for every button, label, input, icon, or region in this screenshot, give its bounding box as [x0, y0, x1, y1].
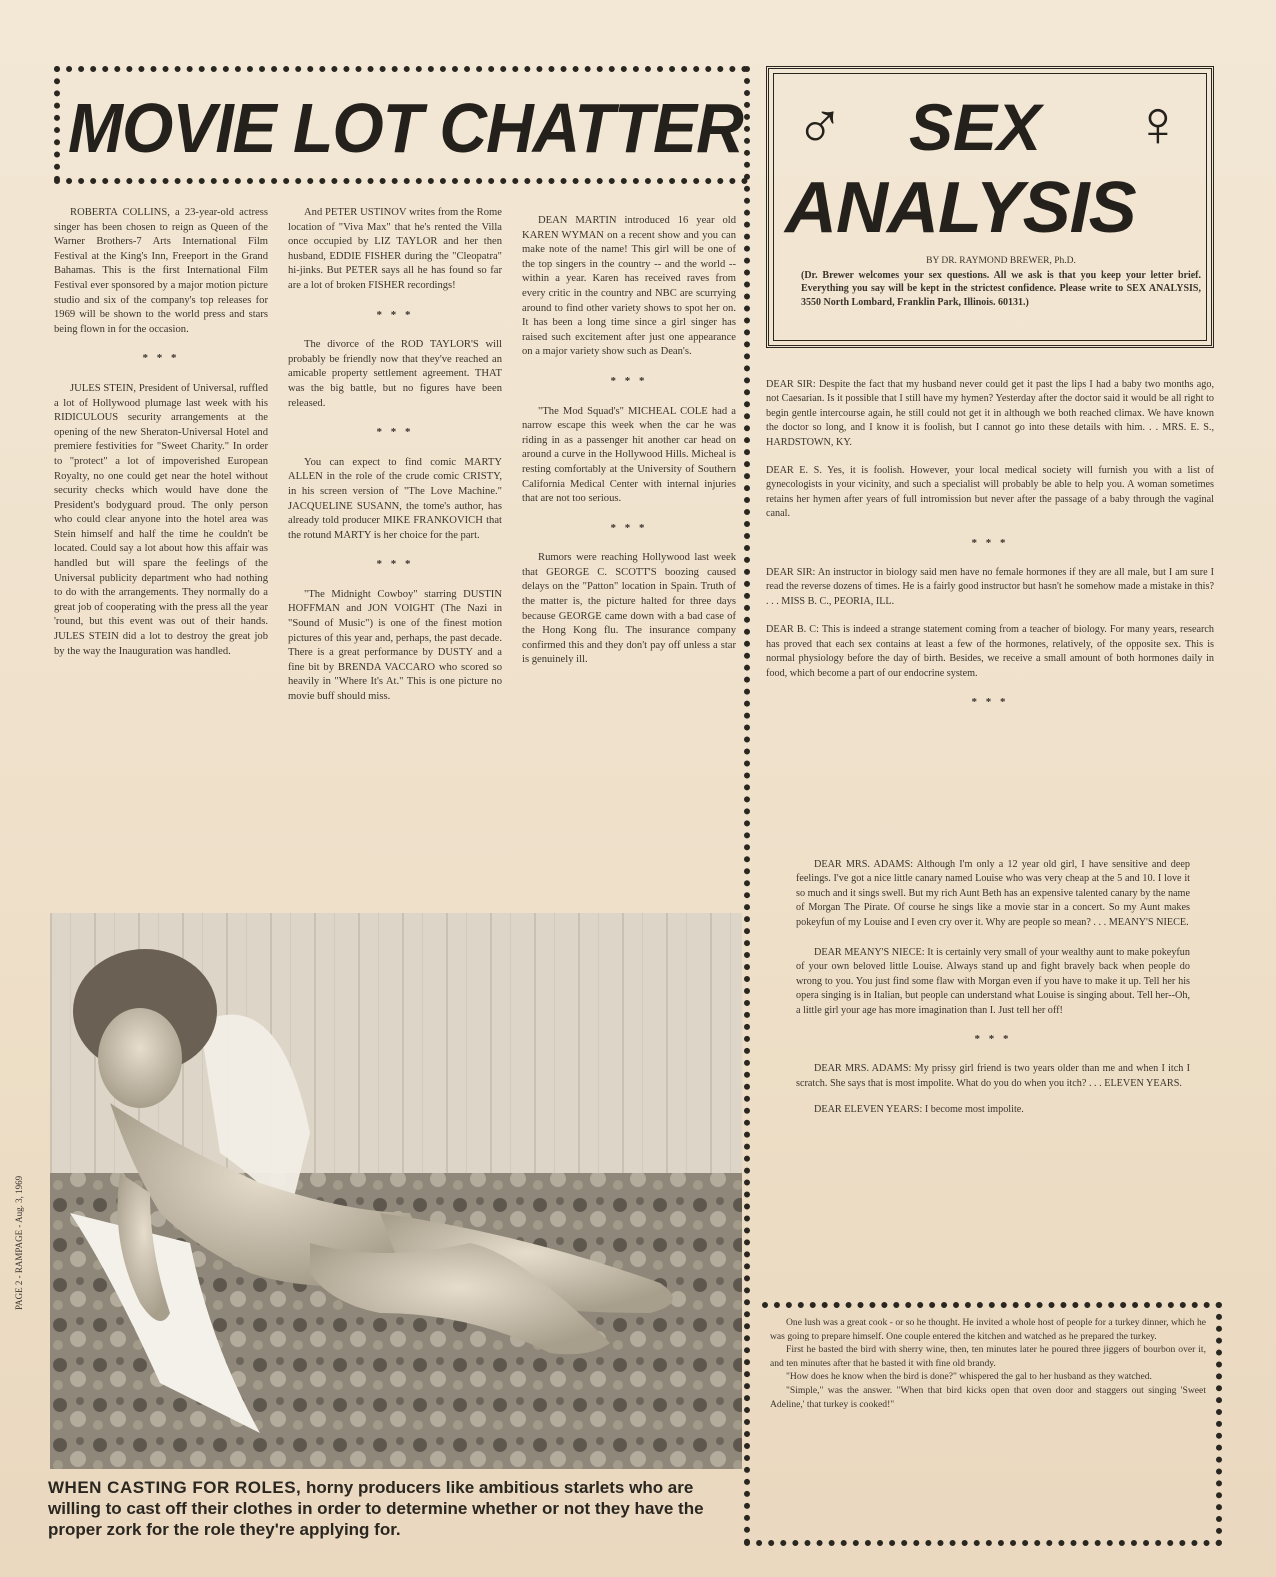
- joke-paragraph: One lush was a great cook - or so he thought. He invited a whole host of people for a turkey dinner, which he was going to prepare himself. One couple entered the kitchen and watched as he prepared the turkey.: [770, 1317, 1206, 1342]
- column-divider-rule: [744, 66, 750, 1546]
- masthead-title: MOVIE LOT CHATTER: [68, 89, 743, 167]
- reader-letter: DEAR MRS. ADAMS: Although I'm only a 12 year old girl, I have sensitive and deep feelings. I've got a nice little canary named Louise who was very cheap at the 5 and 10. I love it so much and it sings swell. But my rich Aunt Beth has an expensive talented canary by the name of Morgan The Pirate. Of course he sings like a movie star in a concert. So my Aunt makes pokeyfun of my Louise and I even cry over it. Why are people so mean? . . . MEANY'S NIECE.: [796, 859, 1190, 928]
- section-title-line2: ANALYSIS: [785, 168, 1136, 248]
- starlet-photo: [50, 913, 742, 1469]
- reader-letter: DEAR SIR: Despite the fact that my husband never could get it past the lips I had a baby two months ago, not Caesarian. Is it possible that I still have my hymen? Yesterday after the doctor said it would be all right to begin gentle intercourse again, he still could not get it in although we both reached climax. We have known the doctor so long, and I know it is foolish, but I cannot go into these details with him. . . MRS. E. S., HARDSTOWN, KY.: [766, 379, 1214, 448]
- chatter-column-3: [522, 214, 736, 668]
- advice-answer: DEAR MEANY'S NIECE: It is certainly very small of your wealthy aunt to make pokeyfun of your own beloved little Louise. Always stand up and fight bravely back when people do wrong to you. You just find some flaw with Morgan even if you have to make it up. Tell her his opera singing is in Italian, but people can understand what Louise is singing about. Tell her--Oh, a little girl your age has more imagination than I. Just tell her off!: [796, 947, 1190, 1016]
- chatter-item: You can expect to find comic MARTY ALLEN in the role of the crude comic CRISTY, in his screen version of "The Love Machine." JACQUELINE SUSANN, the tome's author, has already told producer MIKE FRANKOVICH that the rotund MARTY is her choice for the part.: [288, 456, 502, 541]
- chatter-item: Rumors were reaching Hollywood last week that GEORGE C. SCOTT'S boozing caused delays on the "Patton" location in Spain. Truth of the matter is, the picture halted for three days because GEORGE came down with a bad case of the Hong Kong flu. The insurance company confirmed this and they don't pay off unless a star is genuinely ill.: [522, 552, 736, 666]
- chatter-item: The divorce of the ROD TAYLOR'S will probably be friendly now that they've reached an amicable property settlement agreement. THAT was the big battle, but no figures have been released.: [288, 339, 502, 409]
- joke-paragraph: "Simple," was the answer. "When that bird kicks open that oven door and staggers out singing 'Sweet Adeline,' that turkey is cooked!": [770, 1384, 1206, 1410]
- joke-box-bottom-rule: [744, 1540, 1222, 1546]
- doctor-answer: DEAR E. S. Yes, it is foolish. However, your local medical society will furnish you with a list of gynecologists in your vicinity, and such a specialist will probably be able to help you. A woman sometimes retains her hymen after years of full intromission but never after the passage of a baby through the vaginal canal.: [766, 465, 1214, 520]
- chatter-item: "The Midnight Cowboy" starring DUSTIN HOFFMAN and JON VOIGHT (The Nazi in "Sound of Music") is one of the finest motion pictures of this year and, perhaps, the past decade. There is a great performance by DUSTY and a fine bit by BRENDA VACCARO who scored so heavily in "Where It's At." This is one picture no movie buff should miss.: [288, 588, 502, 703]
- section-separator: * * *: [376, 308, 414, 321]
- sex-analysis-header-box: [766, 66, 1214, 348]
- chatter-column-1: [54, 206, 268, 659]
- section-separator: * * *: [376, 426, 414, 439]
- joke-box-right-rule: [1216, 1302, 1222, 1546]
- advice-column-upper: [766, 378, 1214, 725]
- caption-lead: WHEN CASTING FOR ROLES,: [48, 1478, 302, 1497]
- section-separator: * * *: [610, 521, 648, 534]
- male-symbol-icon: ♂: [795, 86, 845, 160]
- section-separator: * * *: [971, 536, 1009, 549]
- section-separator: * * *: [971, 695, 1009, 708]
- chatter-item: And PETER USTINOV writes from the Rome location of "Viva Max" that he's rented the Villa once occupied by LIZ TAYLOR and her then husband, EDDIE FISHER during the "Cleopatra" hi-jinks. But PETER says all he has found so far are a lot of broken FISHER recordings!: [288, 207, 502, 291]
- advice-column-lower: [796, 858, 1190, 1118]
- masthead-top-rule: [54, 66, 748, 72]
- joke-paragraph: First he basted the bird with sherry wine, then, ten minutes later he poured three jiggers of bourbon over it, and ten minutes after that he basted it with fine old brandy.: [770, 1344, 1206, 1369]
- joke-paragraph: "How does he know when the bird is done?" whispered the gal to her husband as they watched.: [786, 1371, 1152, 1383]
- chatter-item: "The Mod Squad's" MICHEAL COLE had a narrow escape this week when the car he was riding in as a passenger hit another car head on around a curve in the Hollywood Hills. Micheal is resting comfortably at the University of Southern California Medical Center with internal injuries that are not too serious.: [522, 405, 736, 505]
- chatter-column-2: [288, 206, 502, 705]
- reader-letter: DEAR MRS. ADAMS: My prissy girl friend is two years older than me and when I itch I scratch. She says that is most impolite. What do you do when you itch? . . . ELEVEN YEARS.: [796, 1063, 1190, 1089]
- chatter-item: JULES STEIN, President of Universal, ruffled a lot of Hollywood plumage last week with his RIDICULOUS security arrangements at the opening of the new Sheraton-Universal Hotel and premiere festivities for "Sweet Charity." In order to "protect" a lot of impoverished European Royalty, no one could get near the hotel without security checks which would have done the President's bodyguard proud. The only person who could clear anyone into the hotel area was Stein himself and half the time he couldn't be located. Could say a lot about how this affair was handled but will spare the feelings of the Universal publicity department who had nothing to do with the arrangements. They normally do a great job of cooperating with the press all the year 'round, but this event was out of their hands. JULES STEIN did a lot to destroy the great job by the way the Inauguration was handled.: [54, 382, 268, 657]
- section-title-line1: SEX: [909, 90, 1042, 164]
- doctor-answer: DEAR B. C: This is indeed a strange statement coming from a teacher of biology. For many years, research has proved that each sex contains at least a few of the hormones, relatively, of the opposite sex. This is normal physiology before the day of birth. Besides, we receive a small amount of both hormones daily in food, which become a part of our endocrine system.: [766, 624, 1214, 679]
- photo-illustration: [50, 913, 742, 1469]
- joke-box-top-rule: [762, 1302, 1222, 1308]
- female-symbol-icon: ♀: [1133, 86, 1183, 160]
- section-separator: * * *: [376, 558, 414, 571]
- section-separator: * * *: [974, 1033, 1012, 1046]
- chatter-item: ROBERTA COLLINS, a 23-year-old actress singer has been chosen to reign as Queen of the Warner Brothers-7 Arts International Film Festival at the King's Inn, Freeport in the Grand Bahamas. This is the first International Film Festival ever sponsored by a major motion picture studio and six of the company's top releases for 1969 will be shown to the world press and stars being flown in for the occasion.: [54, 207, 268, 335]
- byline-block: [801, 255, 1201, 309]
- section-separator: * * *: [610, 374, 648, 387]
- advice-answer: DEAR ELEVEN YEARS: I become most impolite.: [814, 1104, 1024, 1116]
- chatter-item: DEAN MARTIN introduced 16 year old KAREN WYMAN on a recent show and you can make note of the name! This girl will be one of the top singers in the country -- and the world -- within a year. Karen has received raves from every critic in the country and NBC are scurrying around to find other variety shows to spot her on. It has been a long time since a girl singer has raised such excitement after just one appearance on a major variety show such as Dean's.: [522, 215, 736, 358]
- page-folio: PAGE 2 - RAMPAGE - Aug. 3, 1969: [14, 1175, 24, 1310]
- photo-caption: [48, 1477, 738, 1540]
- joke-filler: [770, 1316, 1206, 1411]
- caption-text: horny producers like ambitious starlets who are willing to cast off their clothes in order to determine whether or not they have the proper zork for the role they're applying for.: [48, 1478, 704, 1539]
- byline: BY DR. RAYMOND BREWER, Ph.D.: [926, 256, 1076, 266]
- intro-text: (Dr. Brewer welcomes your sex questions. All we ask is that you keep your letter brief. Everything you say will be kept in the strictest confidence. Please write to SEX ANALYSIS, 3550 North Lombard, Franklin Park, Illinois. 60131.): [801, 269, 1201, 308]
- section-separator: * * *: [142, 352, 180, 365]
- masthead-left-rule: [54, 66, 60, 182]
- reader-letter: DEAR SIR: An instructor in biology said men have no female hormones if they are all male, but I am sure I read the reverse dozens of times. He is a fairly good instructor but hasn't he somehow made a mistake in this? . . . MISS B. C., PEORIA, ILL.: [766, 567, 1214, 607]
